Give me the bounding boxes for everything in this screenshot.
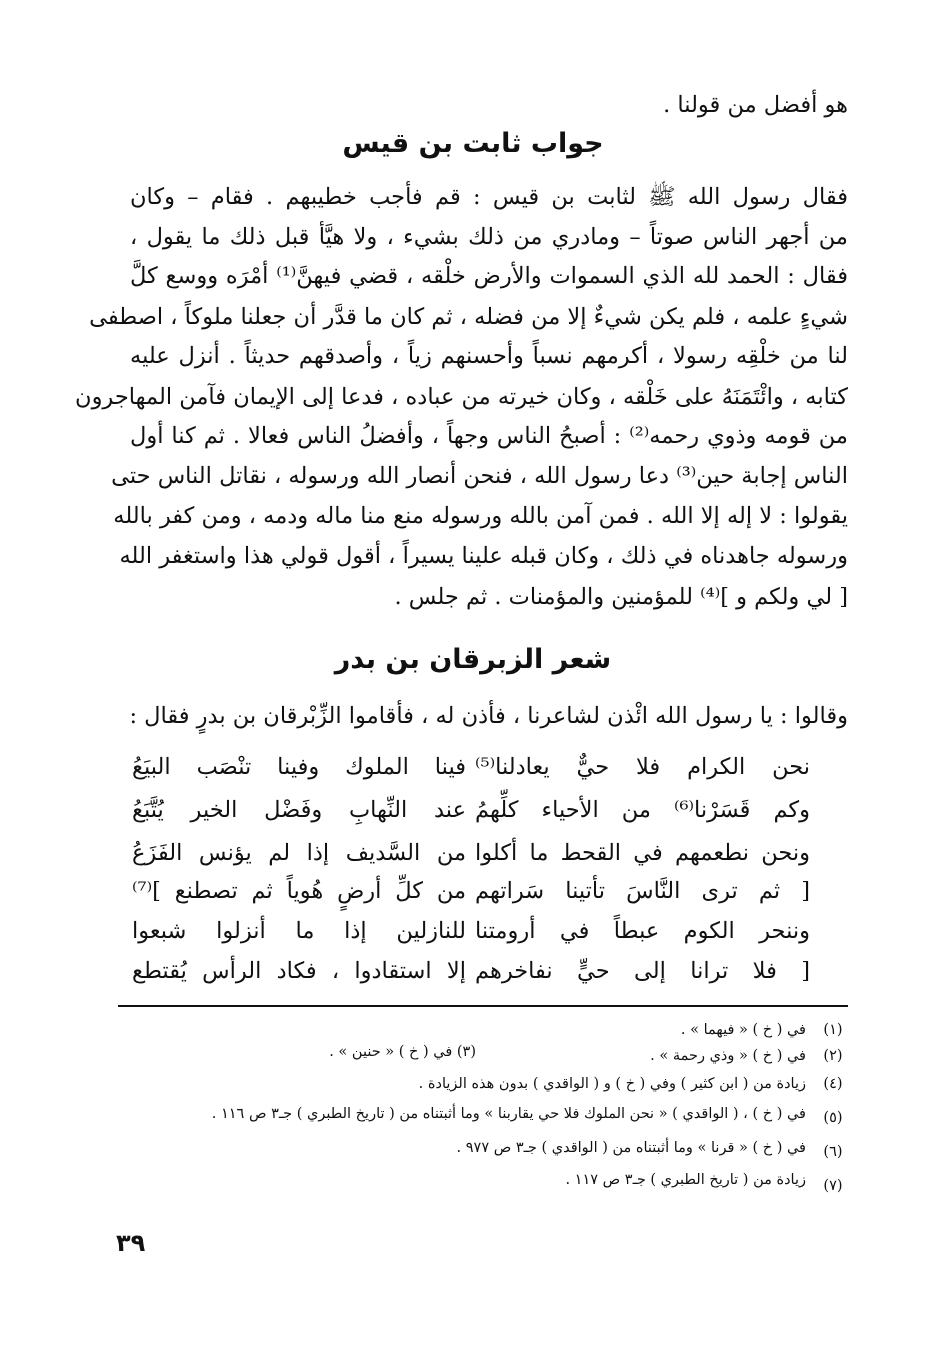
verse-second-hemistich: عند النِّهابِ وفَضْل الخير يُتَّبَعُ: [132, 797, 466, 823]
verse-second-hemistich: من كلِّ أرضٍ هُوياً ثم تصطنع ]⁽⁷⁾: [132, 878, 466, 904]
verse-first-hemistich: ونحن نطعمهم في القحط ما أكلوا: [475, 840, 810, 866]
footnote-text-inline: (٣) في ( خ ) « حنين » .: [329, 1044, 476, 1060]
verse-second-hemistich: فينا الملوك وفينا تنْصَب البيَعُ: [132, 754, 466, 780]
paragraph-line: الناس إجابة حين⁽³⁾ دعا رسول الله ، فنحن أنصار الله ورسوله ، نقاتل الناس حتى: [111, 463, 848, 489]
section-heading-zibriqan: شعر الزبرقان بن بدر: [334, 644, 612, 675]
footnote-text: زيادة من ( ابن كثير ) وفي ( خ ) و ( الواقدي ) بدون هذه الزيادة .: [418, 1076, 806, 1092]
paragraph-line: فقال : الحمد لله الذي السموات والأرض خلْقه ، قضي فيهنَّ⁽¹⁾ أمْرَه ووسع كلَّ: [130, 263, 848, 289]
footnote-number: (٧): [823, 1178, 843, 1194]
verse-second-hemistich: من السَّديف إذا لم يؤنس الفَزَعُ: [132, 840, 466, 866]
footnote-text: في ( خ ) « قرنا » وما أثبتناه من ( الواقدي ) جـ٣ ص ٩٧٧ .: [456, 1140, 806, 1156]
footnote-number: (٥): [823, 1110, 843, 1126]
footnote-text: زيادة من ( تاريخ الطبري ) جـ٣ ص ١١٧ .: [565, 1172, 806, 1188]
poem-intro: وقالوا : يا رسول الله ائْذن لشاعرنا ، فأذن له ، فأقاموا الزِّبْرقان بن بدرٍ فقال :: [129, 703, 848, 729]
footnote-number: (٤): [823, 1076, 843, 1092]
verse-first-hemistich: نحن الكرام فلا حيٌّ يعادلنا⁽⁵⁾: [475, 754, 810, 780]
paragraph-line: من أجهر الناس صوتاً – ومادري من ذلك بشيء ، ولا هيَّأ قبل ذلك ما يقول ،: [130, 224, 848, 250]
footnote-number: (١): [823, 1022, 843, 1038]
footnote-text: في ( خ ) ، ( الواقدي ) « نحن الملوك فلا حي يقاربنا » وما أثبتناه من ( تاريخ الطبري ) جـ٣ ص ١١٦ .: [211, 1106, 806, 1122]
paragraph-line: لنا من خلْقِه رسولا ، أكرمهم نسباً وأحسنهم زياً ، وأصدقهم حديثاً . أنزل عليه: [130, 343, 848, 369]
footnote-number: (٢): [823, 1048, 843, 1064]
verse-first-hemistich: وننحر الكوم عبطاً في أرومتنا: [475, 918, 810, 944]
paragraph-line: يقولوا : لا إله إلا الله . فمن آمن بالله ورسوله منع منا ماله ودمه ، ومن كفر بالله: [113, 503, 848, 529]
footnote-separator: [118, 1005, 848, 1007]
paragraph-line: فقال رسول الله ﷺ لثابت بن قيس : قم فأجب خطيبهم . فقام – وكان: [130, 184, 848, 210]
opening-line: هو أفضل من قولنا .: [663, 92, 848, 118]
verse-second-hemistich: إلا استقادوا ، فكاد الرأس يُقتطع: [132, 958, 466, 984]
paragraph-line: [ لي ولكم و ]⁽⁴⁾ للمؤمنين والمؤمنات . ثم جلس .: [394, 584, 848, 610]
paragraph-line: ورسوله جاهدناه في ذلك ، وكان قبله علينا يسيراً ، أقول قولي هذا واستغفر الله: [119, 543, 848, 569]
section-heading-thabit: جواب ثابت بن قيس: [342, 128, 604, 159]
verse-first-hemistich: [ فلا ترانا إلى حيٍّ نفاخرهم: [475, 958, 810, 984]
verse-first-hemistich: [ ثم ترى النَّاسَ تأتينا سَراتهم: [475, 878, 810, 904]
verse-first-hemistich: وكم قَسَرْنا⁽⁶⁾ من الأحياء كلِّهمُ: [475, 797, 810, 823]
page-number: ٣٩: [116, 1229, 146, 1257]
paragraph-line: من قومه وذوي رحمه⁽²⁾ : أصبحُ الناس وجهاً ، وأفضلُ الناس فعالا . ثم كنا أول: [130, 423, 848, 449]
paragraph-line: كتابه ، وائْتَمَنَهُ على خَلْقه ، وكان خيرته من عباده ، فدعا إلى الإيمان فآمن المهاجرون: [75, 384, 848, 410]
footnote-text: في ( خ ) « فيهما » .: [680, 1022, 806, 1038]
verse-second-hemistich: للنازلين إذا ما أنزلوا شبعوا: [132, 918, 466, 944]
paragraph-line: شيءٍ علمه ، فلم يكن شيءٌ إلا من فضله ، ثم كان ما قدَّر أن جعلنا ملوكاً ، اصطفى: [89, 304, 848, 330]
footnote-text: في ( خ ) « وذي رحمة » .: [650, 1048, 806, 1064]
footnote-number: (٦): [823, 1144, 843, 1160]
